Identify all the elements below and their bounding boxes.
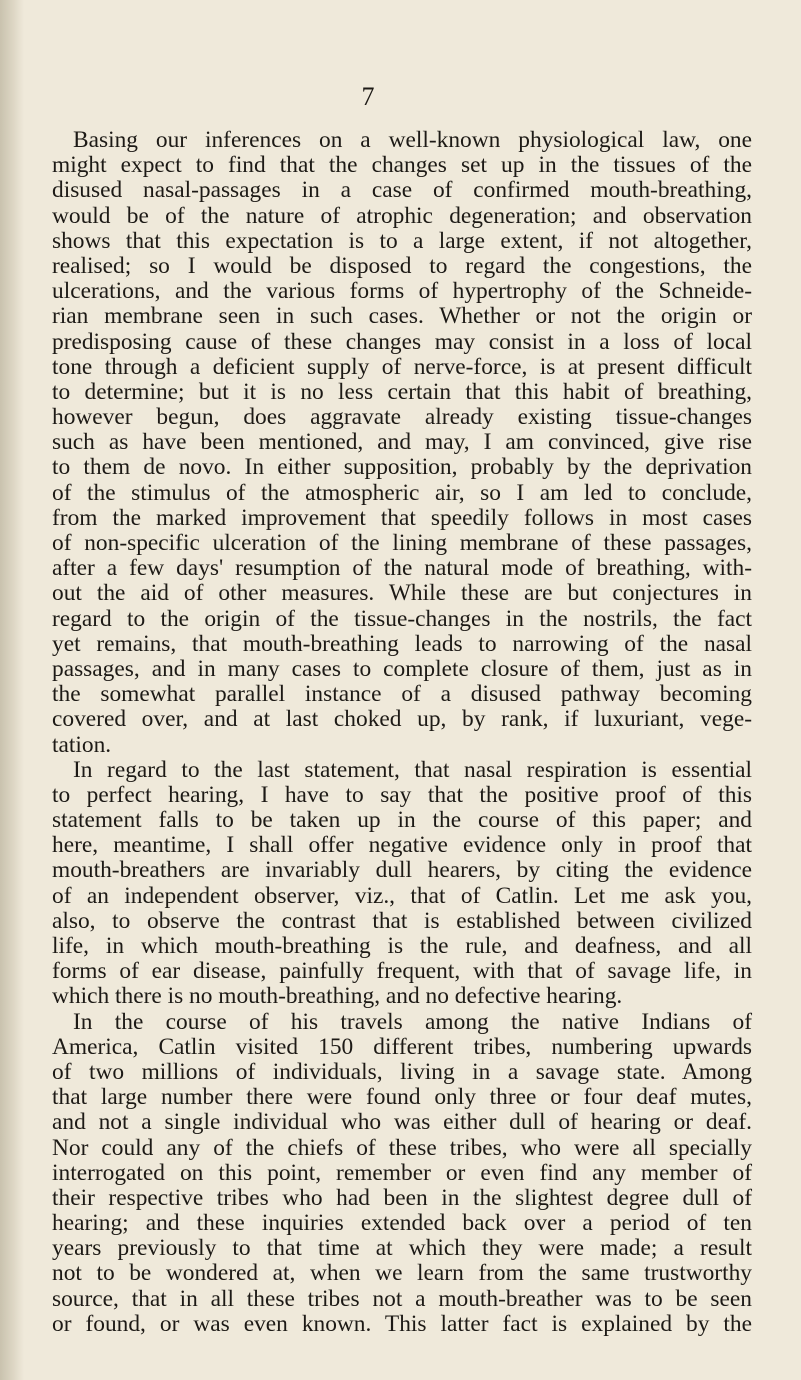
text-line: out the aid of other measures. While these are but conjectures in [52, 580, 752, 607]
text-line: of two millions of individuals, living in a savage state. Among [52, 1058, 752, 1085]
text-line: predisposing cause of these changes may consist in a loss of local [52, 328, 752, 355]
text-line: In the course of his travels among the native Indians of [73, 1008, 752, 1035]
text-line: statement falls to be taken up in the course of this paper; and [52, 807, 752, 834]
text-line: source, that in all these tribes not a mouth-breather was to be seen [52, 1285, 752, 1312]
text-line: Basing our inferences on a well-known physiological law, one [73, 127, 752, 153]
text-line: life, in which mouth-breathing is the rule, and deafness, and all [52, 933, 752, 959]
text-line: and not a single individual who was either dull of hearing or deaf. [52, 1109, 752, 1136]
text-line: disused nasal-passages in a case of confirmed mouth-breathing, [52, 177, 752, 204]
text-line: their respective tribes who had been in the slightest degree dull of [52, 1184, 752, 1211]
text-line: shows that this expectation is to a large extent, if not altogether, [52, 227, 752, 254]
text-line: would be of the nature of atrophic degeneration; and observation [52, 202, 752, 229]
text-line: Nor could any of the chiefs of these tribes, who were all specially [52, 1134, 752, 1161]
text-line: however begun, does aggravate already existing tissue-changes [52, 404, 752, 431]
text-line: covered over, and at last choked up, by rank, if luxuriant, vege- [52, 706, 752, 733]
text-line: such as have been mentioned, and may, I am convinced, give rise [52, 429, 752, 456]
text-line: which there is no mouth-breathing, and no defective hearing. [52, 983, 623, 1010]
text-line: that large number there were found only three or four deaf mutes, [52, 1084, 752, 1111]
text-line: of non-specific ulceration of the lining membrane of these passages, [52, 530, 752, 556]
text-line: regard to the origin of the tissue-changes in the nostrils, the fact [52, 605, 752, 632]
text-line: In regard to the last statement, that nasal respiration is essential [73, 756, 752, 783]
text-line: not to be wondered at, when we learn from the same trustworthy [52, 1260, 752, 1287]
text-line: the somewhat parallel instance of a disused pathway becoming [52, 681, 752, 708]
text-line: hearing; and these inquiries extended back over a period of ten [52, 1210, 752, 1237]
text-line: to perfect hearing, I have to say that the positive proof of this [52, 781, 752, 808]
text-line: tone through a deficient supply of nerve-force, is at present difficult [52, 353, 752, 380]
text-line: forms of ear disease, painfully frequent, with that of savage life, in [52, 958, 752, 985]
text-line: rian membrane seen in such cases. Whether or not the origin or [52, 303, 752, 330]
text-line: tation. [52, 731, 112, 758]
text-line: yet remains, that mouth-breathing leads to narrowing of the nasal [52, 630, 752, 657]
page-edge-shadow [0, 0, 24, 1380]
text-line: might expect to find that the changes set up in the tissues of the [52, 152, 752, 179]
text-line: from the marked improvement that speedily follows in most cases [52, 504, 752, 531]
text-line: years previously to that time at which they were made; a result [52, 1235, 752, 1262]
text-line: after a few days' resumption of the natural mode of breathing, with- [52, 555, 752, 582]
page-number: 7 [361, 82, 375, 111]
text-line: passages, and in many cases to complete closure of them, just as in [52, 655, 752, 682]
text-line: to them de novo. In either supposition, probably by the deprivation [52, 454, 752, 481]
text-line: interrogated on this point, remember or even find any member of [52, 1159, 752, 1186]
body-text [52, 128, 752, 1337]
text-line: of the stimulus of the atmospheric air, so I am led to conclude, [52, 479, 752, 506]
text-line: America, Catlin visited 150 different tribes, numbering upwards [52, 1033, 752, 1060]
text-line: here, meantime, I shall offer negative evidence only in proof that [52, 832, 752, 859]
text-line: ulcerations, and the various forms of hypertrophy of the Schneide- [52, 278, 752, 305]
text-line: of an independent observer, viz., that of Catlin. Let me ask you, [52, 882, 752, 909]
text-line: also, to observe the contrast that is established between civilized [52, 907, 752, 934]
text-line: mouth-breathers are invariably dull hearers, by citing the evidence [52, 857, 752, 884]
text-line: realised; so I would be disposed to regard the congestions, the [52, 252, 752, 279]
text-line: or found, or was even known. This latter fact is explained by the [52, 1310, 752, 1337]
text-line: to determine; but it is no less certain that this habit of breathing, [52, 378, 752, 405]
